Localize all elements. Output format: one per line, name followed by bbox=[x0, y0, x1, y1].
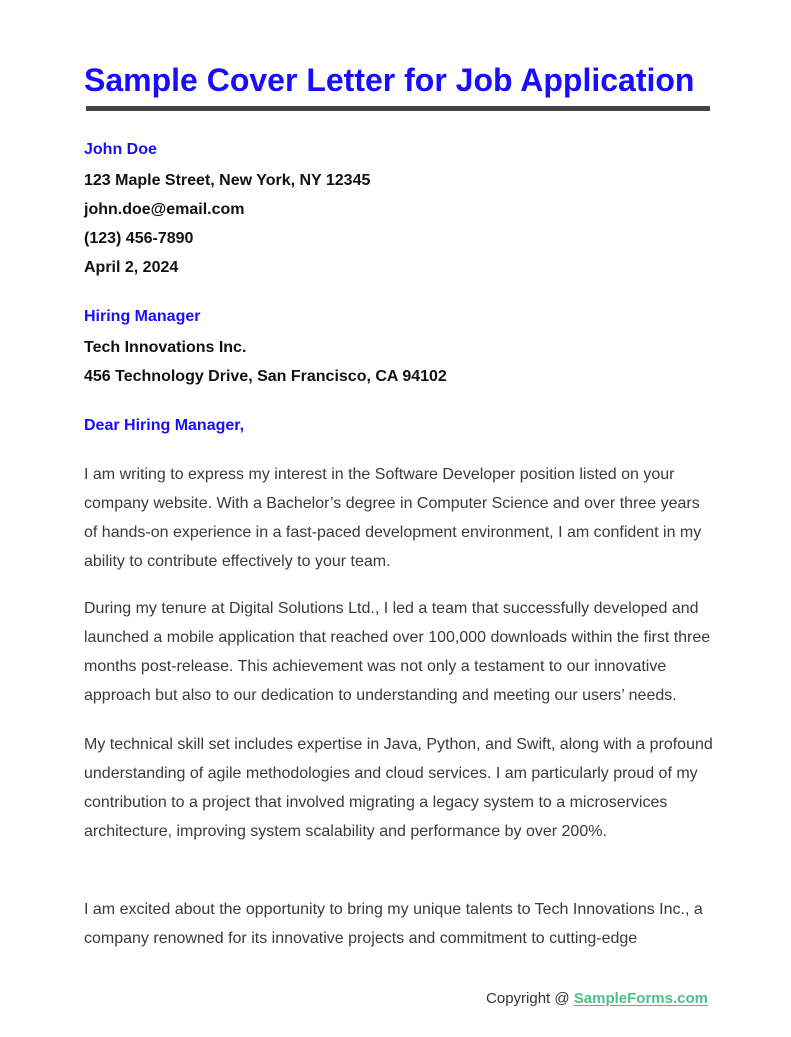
paragraph-text: During my tenure at Digital Solutions Ltd., I led a team that successfully developed and launched a mobile application that reached over 100,000 downloads within the first three months post-release. This achievement was not only a testament to our innovative approach but also to our dedication to understanding and meeting our users’ needs. bbox=[84, 600, 711, 704]
body-paragraph-3 bbox=[84, 730, 714, 846]
paragraph-text: I am excited about the opportunity to bring my unique talents to Tech Innovations Inc., a company renowned for its innovative projects and commitment to cutting-edge bbox=[84, 901, 703, 947]
salutation-block bbox=[84, 416, 714, 436]
copyright-footer bbox=[486, 990, 708, 1007]
sender-name: John Doe bbox=[84, 141, 157, 158]
page-title: Sample Cover Letter for Job Application bbox=[84, 62, 695, 98]
sender-email: john.doe@email.com bbox=[84, 201, 245, 218]
sender-address: 123 Maple Street, New York, NY 12345 bbox=[84, 172, 371, 189]
body-paragraph-4 bbox=[84, 895, 714, 953]
recipient-company: Tech Innovations Inc. bbox=[84, 339, 247, 356]
sender-block bbox=[84, 140, 714, 282]
body-paragraph-2 bbox=[84, 594, 714, 710]
salutation: Dear Hiring Manager, bbox=[84, 417, 245, 434]
sender-phone: (123) 456-7890 bbox=[84, 230, 194, 247]
body-paragraph-1 bbox=[84, 460, 714, 576]
sampleforms-link[interactable]: SampleForms.com bbox=[573, 990, 708, 1007]
recipient-block bbox=[84, 307, 714, 391]
title-divider bbox=[86, 106, 710, 111]
copyright-prefix: Copyright @ bbox=[486, 990, 574, 1007]
paragraph-text: I am writing to express my interest in the Software Developer position listed on your company website. With a Bachelor’s degree in Computer Science and over three years of hands-on experience in a fast-paced development environment, I am confident in my ability to contribute effectively to your team. bbox=[84, 466, 702, 570]
recipient-title: Hiring Manager bbox=[84, 308, 201, 325]
letter-date: April 2, 2024 bbox=[84, 259, 179, 276]
paragraph-text: My technical skill set includes expertise in Java, Python, and Swift, along with a profound understanding of agile methodologies and cloud services. I am particularly proud of my contribution to a project that involved migrating a legacy system to a microservices architecture, improving system scalability and performance by over 200%. bbox=[84, 736, 713, 840]
recipient-address: 456 Technology Drive, San Francisco, CA 94102 bbox=[84, 368, 447, 385]
